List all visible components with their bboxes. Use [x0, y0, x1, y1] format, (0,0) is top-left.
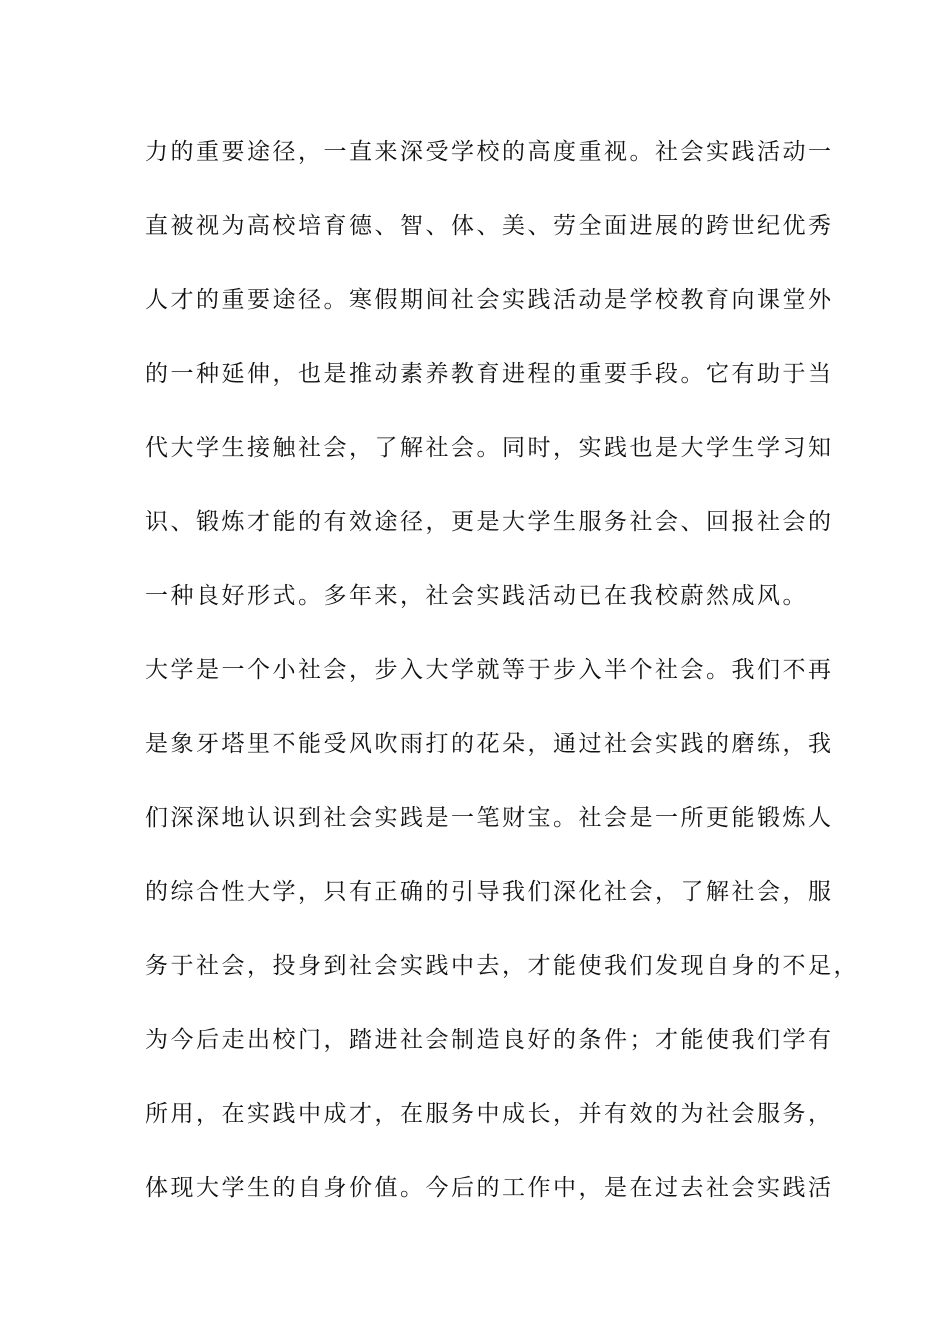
- text-line: 是象牙塔里不能受风吹雨打的花朵，通过社会实践的磨练，我: [145, 731, 834, 757]
- text-line: 识、锻炼才能的有效途径，更是大学生服务社会、回报社会的: [145, 509, 834, 535]
- text-line: 务于社会，投身到社会实践中去，才能使我们发现自身的不足，: [145, 953, 859, 979]
- text-line: 一种良好形式。多年来，社会实践活动已在我校蔚然成风。: [145, 583, 808, 609]
- text-line: 直被视为高校培育德、智、体、美、劳全面进展的跨世纪优秀: [145, 213, 834, 239]
- text-line: 们深深地认识到社会实践是一笔财宝。社会是一所更能锻炼人: [145, 805, 834, 831]
- text-line: 为今后走出校门，踏进社会制造良好的条件；才能使我们学有: [145, 1027, 834, 1053]
- text-line: 的综合性大学，只有正确的引导我们深化社会，了解社会，服: [145, 879, 834, 905]
- text-line: 力的重要途径，一直来深受学校的高度重视。社会实践活动一: [145, 139, 834, 165]
- text-line: 所用，在实践中成才，在服务中成长，并有效的为社会服务，: [145, 1101, 834, 1127]
- text-line: 人才的重要途径。寒假期间社会实践活动是学校教育向课堂外: [145, 287, 834, 313]
- text-line: 代大学生接触社会，了解社会。同时，实践也是大学生学习知: [145, 435, 834, 461]
- text-line: 大学是一个小社会，步入大学就等于步入半个社会。我们不再: [145, 657, 834, 683]
- text-line: 体现大学生的自身价值。今后的工作中，是在过去社会实践活: [145, 1175, 834, 1201]
- text-line: 的一种延伸，也是推动素养教育进程的重要手段。它有助于当: [145, 361, 834, 387]
